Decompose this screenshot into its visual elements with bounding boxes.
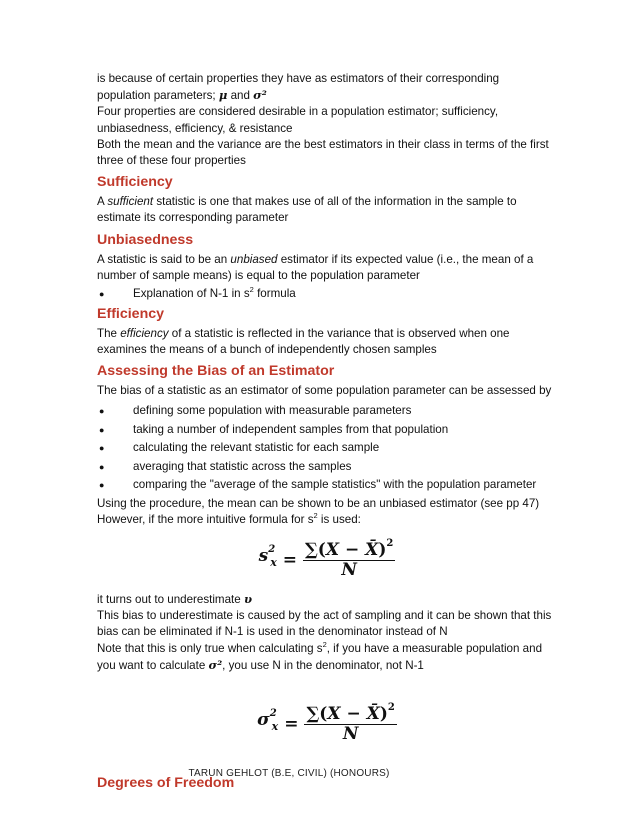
bullet-icon: ● — [99, 443, 105, 454]
bias-steps-list — [97, 403, 557, 493]
bullet-icon: ● — [99, 461, 105, 472]
however-text: However, if the more intuitive formula for $s^2$ is used: — [97, 510, 361, 526]
mu-symbol: μ — [218, 88, 228, 103]
sigma-squared-symbol: σ² — [253, 88, 267, 103]
list-item: ● Explanation of N-1 in $s^2$ formula — [97, 286, 557, 302]
population-variance-formula: $\sigma^2_x$ = $\frac{\sum(X - X̄)^2}{N}$ — [257, 701, 395, 745]
page-footer: TARUN GEHLOT (B.E, CIVIL) (HONOURS) — [188, 768, 390, 779]
document-body — [97, 71, 557, 795]
list-item: ● taking a number of independent samples from that population — [97, 422, 557, 438]
sufficiency-text: A sufficient statistic is one that makes use of all of the information in the sample to estimate its corresponding parameter — [97, 195, 517, 225]
intro-line-1: is because of certain properties they have as estimators of their corresponding — [97, 72, 500, 85]
unbiasedness-list — [97, 286, 557, 302]
best-estimators-text: Both the mean and the variance are the best estimators in their class in terms of the first three of these four properties — [97, 137, 549, 168]
efficiency-text: The efficiency of a statistic is reflected in the variance that is observed when one examines the means of a bunch of independently chosen samples — [97, 326, 510, 356]
procedure-text: Using the procedure, the mean can be shown to be an unbiased estimator (see pp 47) — [97, 496, 540, 510]
bias-cause-text: This bias to underestimate is caused by the act of sampling and it can be shown that this bias can be eliminated if N-1 is used in the denominator instead of N — [97, 609, 552, 639]
bullet-icon: ● — [99, 424, 105, 435]
bias-heading: Assessing the Bias of an Estimator — [97, 362, 335, 379]
degrees-of-freedom-heading: Degrees of Freedom — [97, 775, 235, 792]
underestimate-text: it turns out to underestimate υ — [97, 592, 252, 607]
bias-intro: The bias of a statistic as an estimator of some population parameter can be assessed by — [97, 383, 552, 397]
list-item: ● averaging that statistic across the samples — [97, 459, 557, 475]
list-item: ● calculating the relevant statistic for each sample — [97, 440, 557, 456]
sample-variance-formula: $s^2_x$ = $\frac{\sum(X - X̄)^2}{N}$ — [258, 537, 394, 581]
unbiasedness-heading: Unbiasedness — [97, 231, 194, 248]
bullet-icon: ● — [99, 406, 105, 417]
efficiency-heading: Efficiency — [97, 305, 165, 322]
bullet-icon: ● — [99, 289, 105, 300]
four-properties-text: Four properties are considered desirable in a population estimator; sufficiency, unbiasedness, efficiency, & resistance — [97, 105, 499, 135]
unbiasedness-text: A statistic is said to be an unbiased estimator if its expected value (i.e., the mean of a number of sample means) is equal to the population parameter — [97, 252, 534, 282]
list-item: ● comparing the "average of the sample statistics" with the population parameter — [97, 477, 557, 493]
note-text: Note that this is only true when calculating $s^2$, if you have a measurable population and you want to calculate σ², you use N in the denominator, not N-1 — [97, 639, 543, 672]
sufficiency-heading: Sufficiency — [97, 174, 173, 191]
list-item: ● defining some population with measurable parameters — [97, 403, 557, 419]
intro-line-2: population parameters; μ and σ² — [97, 88, 267, 103]
bullet-icon: ● — [99, 480, 105, 491]
